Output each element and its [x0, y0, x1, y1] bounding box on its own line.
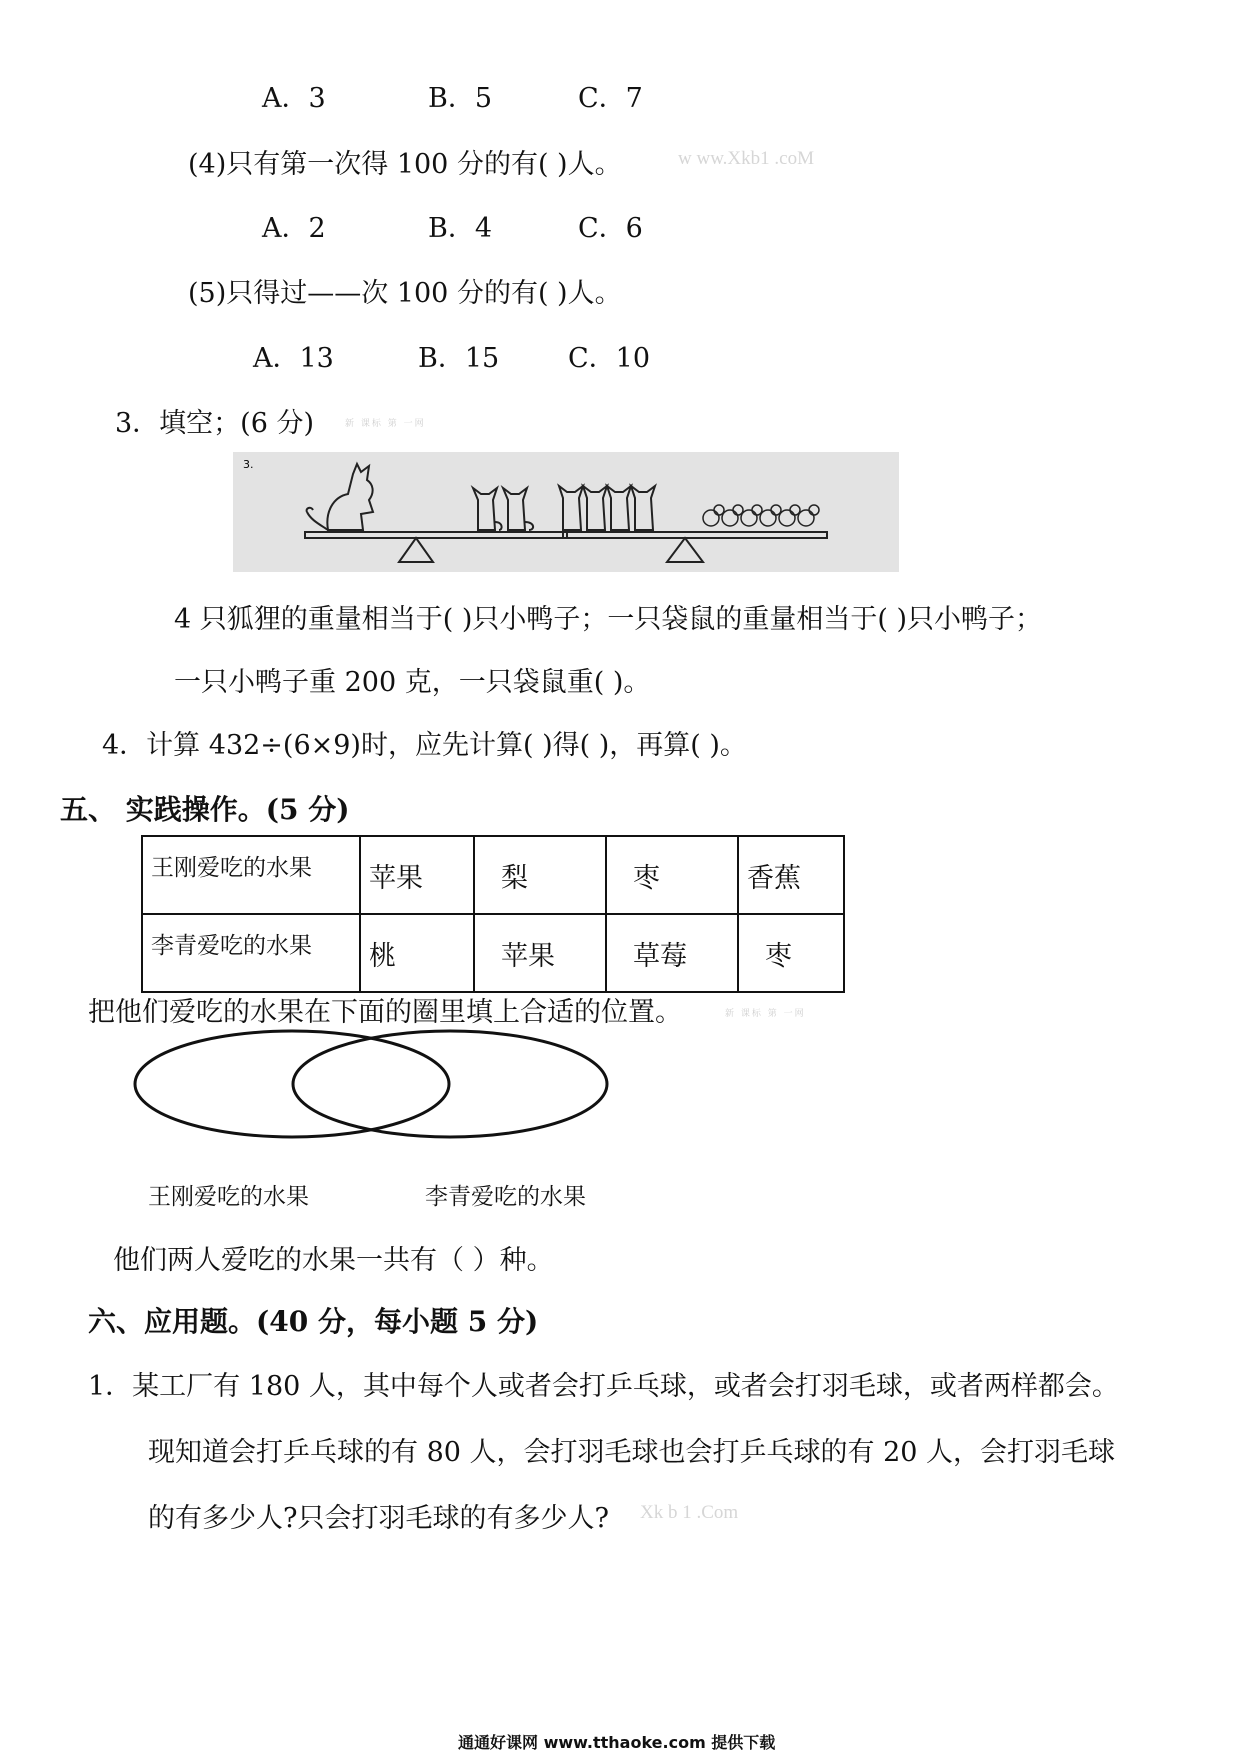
- question-5: (5)只得过——次 100 分的有( )人。: [188, 278, 622, 309]
- table-row: [142, 836, 844, 914]
- q5-option-b: B．15: [418, 343, 500, 374]
- table-cell: 苹果: [474, 914, 606, 992]
- q3-option-a: A．3: [262, 83, 326, 114]
- table-cell: 梨: [474, 836, 606, 914]
- table-cell: 苹果: [360, 836, 474, 914]
- right-fulcrum: [667, 538, 703, 562]
- table-cell: 枣: [738, 914, 844, 992]
- fill-title: 3．填空；(6 分): [115, 408, 315, 439]
- fill-line-1: 4 只狐狸的重量相当于( )只小鸭子；一只袋鼠的重量相当于( )只小鸭子；: [174, 604, 1043, 635]
- venn-left-label: 王刚爱吃的水果: [148, 1184, 309, 1210]
- q4-option-b: B．4: [428, 213, 493, 244]
- kangaroo-icon: [307, 464, 373, 530]
- fruit-table: [141, 835, 845, 993]
- question-4: (4)只有第一次得 100 分的有( )人。: [188, 149, 622, 180]
- venn-right-label: 李青爱吃的水果: [425, 1184, 586, 1210]
- table-cell: 桃: [360, 914, 474, 992]
- page-footer: 通通好课网 www.tthaoke.com 提供下载: [458, 1733, 776, 1752]
- left-beam: [305, 532, 567, 538]
- question-4-calc: 4．计算 432÷(6×9)时，应先计算( )得( )，再算( )。: [102, 730, 747, 761]
- balance-scale-svg: [233, 452, 899, 572]
- title-watermark: 新 课标 第 一网: [345, 419, 426, 429]
- table-row: [142, 914, 844, 992]
- section-5-heading: 五、 实践操作。(5 分): [60, 793, 350, 826]
- instruction-watermark: 新 课标 第 一网: [725, 1009, 806, 1019]
- table-cell: 草莓: [606, 914, 738, 992]
- table-cell: 香蕉: [738, 836, 844, 914]
- row-label: 王刚爱吃的水果: [142, 836, 360, 914]
- venn-diagram: [130, 1026, 650, 1146]
- fill-line-2: 一只小鸭子重 200 克，一只袋鼠重( )。: [174, 667, 651, 698]
- q4-option-c: C．6: [578, 213, 643, 244]
- left-fulcrum: [399, 538, 433, 562]
- watermark-text: w ww.Xkb1 .coM: [678, 148, 814, 169]
- right-beam: [563, 532, 827, 538]
- fox-group-icon: [559, 486, 655, 530]
- q5-option-c: C．10: [568, 343, 651, 374]
- q4-option-a: A．2: [262, 213, 326, 244]
- row-label: 李青爱吃的水果: [142, 914, 360, 992]
- q3-option-b: B．5: [428, 83, 493, 114]
- problem-1-line-1: 1．某工厂有 180 人，其中每个人或者会打乒乓球，或者会打羽毛球，或者两样都会。: [88, 1371, 1119, 1402]
- total-fruit-question: 他们两人爱吃的水果一共有（ ）种。: [113, 1245, 554, 1276]
- problem-1-line-3: 的有多少人?只会打羽毛球的有多少人?: [148, 1503, 609, 1534]
- problem-watermark: Xk b 1 .Com: [640, 1502, 739, 1523]
- q3-option-c: C．7: [578, 83, 643, 114]
- q5-option-a: A．13: [253, 343, 334, 374]
- fox-pair-icon: [473, 488, 533, 530]
- table-cell: 枣: [606, 836, 738, 914]
- section-6-heading: 六、应用题。(40 分，每小题 5 分): [88, 1305, 539, 1338]
- problem-1-line-2: 现知道会打乒乓球的有 80 人，会打羽毛球也会打乒乓球的有 20 人，会打羽毛球: [148, 1437, 1116, 1468]
- balance-scale-illustration: [233, 452, 899, 572]
- duckling-group-icon: [703, 505, 819, 526]
- image-label: 3.: [243, 458, 254, 471]
- venn-instruction: 把他们爱吃的水果在下面的圈里填上合适的位置。: [88, 997, 682, 1028]
